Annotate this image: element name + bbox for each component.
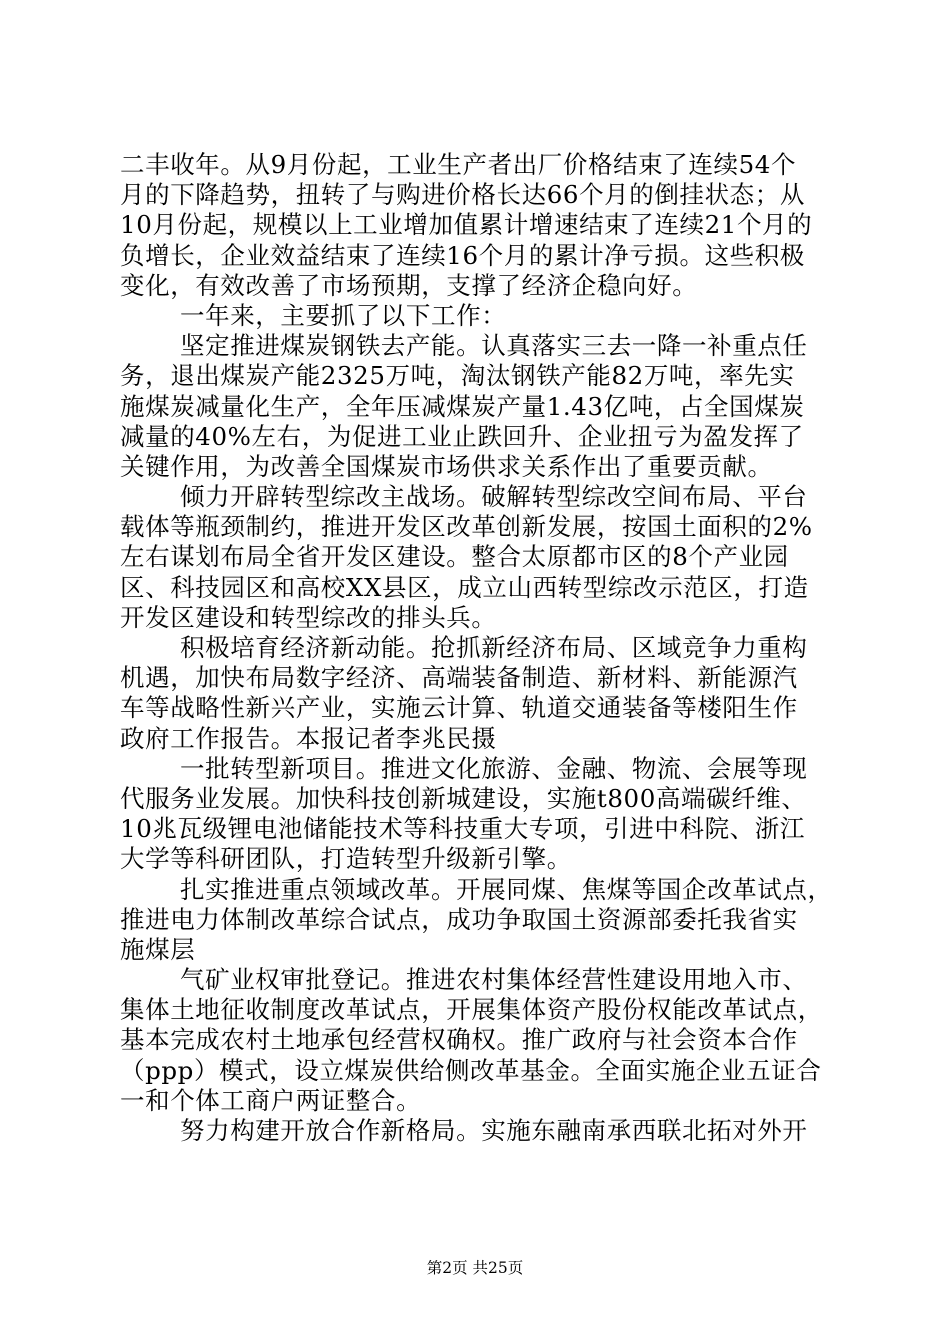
text-line: 一和个体工商户两证整合。 [120, 1085, 422, 1115]
page-footer: 第2页 共25页 [426, 1259, 524, 1277]
text-line: 载体等瓶颈制约，推进开发区改革创新发展，按国土面积的2% [120, 512, 813, 542]
text-line: 变化，有效改善了市场预期，支撑了经济企稳向好。 [120, 270, 698, 300]
text-line: 扎实推进重点领域改革。开展同煤、焦煤等国企改革试点， [180, 874, 833, 904]
text-line: 务，退出煤炭产能2325万吨，淘汰钢铁产能82万吨，率先实 [120, 361, 795, 391]
text-line: 10兆瓦级锂电池储能技术等科技重大专项，引进中科院、浙江 [120, 814, 805, 844]
text-line: （ppp）模式，设立煤炭供给侧改革基金。全面实施企业五证合 [120, 1055, 822, 1085]
text-line: 集体土地征收制度改革试点，开展集体资产股份权能改革试点， [120, 995, 823, 1025]
text-line: 10月份起，规模以上工业增加值累计增速结束了连续21个月的 [120, 210, 813, 240]
text-line: 积极培育经济新动能。抢抓新经济布局、区域竞争力重构 [180, 633, 808, 662]
text-line: 区、科技园区和高校XX县区，成立山西转型综改示范区，打造 [120, 572, 809, 602]
text-line: 减量的40%左右，为促进工业止跌回升、企业扭亏为盈发挥了 [120, 421, 804, 451]
text-line: 基本完成农村土地承包经营权确权。推广政府与社会资本合作 [120, 1025, 798, 1055]
text-line: 政府工作报告。本报记者李兆民摄 [120, 723, 497, 753]
text-line: 关键作用，为改善全国煤炭市场供求关系作出了重要贡献。 [120, 451, 773, 481]
text-line: 一批转型新项目。推进文化旅游、金融、物流、会展等现 [180, 753, 808, 783]
text-line: 施煤层 [120, 934, 196, 964]
text-line: 负增长，企业效益结束了连续16个月的累计净亏损。这些积极 [120, 240, 805, 270]
text-line: 坚定推进煤炭钢铁去产能。认真落实三去一降一补重点任 [180, 331, 808, 361]
text-line: 代服务业发展。加快科技创新城建设，实施t800高端碳纤维、 [120, 783, 807, 813]
text-line: 一年来，主要抓了以下工作： [180, 300, 507, 330]
text-line: 气矿业权审批登记。推进农村集体经营性建设用地入市、 [180, 965, 808, 995]
body-text [120, 150, 840, 1146]
text-line: 倾力开辟转型综改主战场。破解转型综改空间布局、平台 [180, 482, 808, 512]
text-line: 车等战略性新兴产业，实施云计算、轨道交通装备等楼阳生作 [120, 693, 798, 723]
text-line: 开发区建设和转型综改的排头兵。 [120, 602, 497, 632]
text-line: 推进电力体制改革综合试点，成功争取国土资源部委托我省实 [120, 904, 798, 934]
text-line: 施煤炭减量化生产，全年压减煤炭产量1.43亿吨，占全国煤炭 [120, 391, 805, 421]
text-line: 机遇，加快布局数字经济、高端装备制造、新材料、新能源汽 [120, 663, 798, 693]
text-line: 二丰收年。从9月份起，工业生产者出厂价格结束了连续54个 [120, 150, 797, 179]
text-line: 努力构建开放合作新格局。实施东融南承西联北拓对外开 [180, 1116, 808, 1145]
text-line: 左右谋划布局全省开发区建设。整合太原都市区的8个产业园 [120, 542, 789, 572]
text-line: 大学等科研团队，打造转型升级新引擎。 [120, 844, 572, 874]
text-line: 月的下降趋势，扭转了与购进价格长达66个月的倒挂状态；从 [120, 180, 805, 210]
